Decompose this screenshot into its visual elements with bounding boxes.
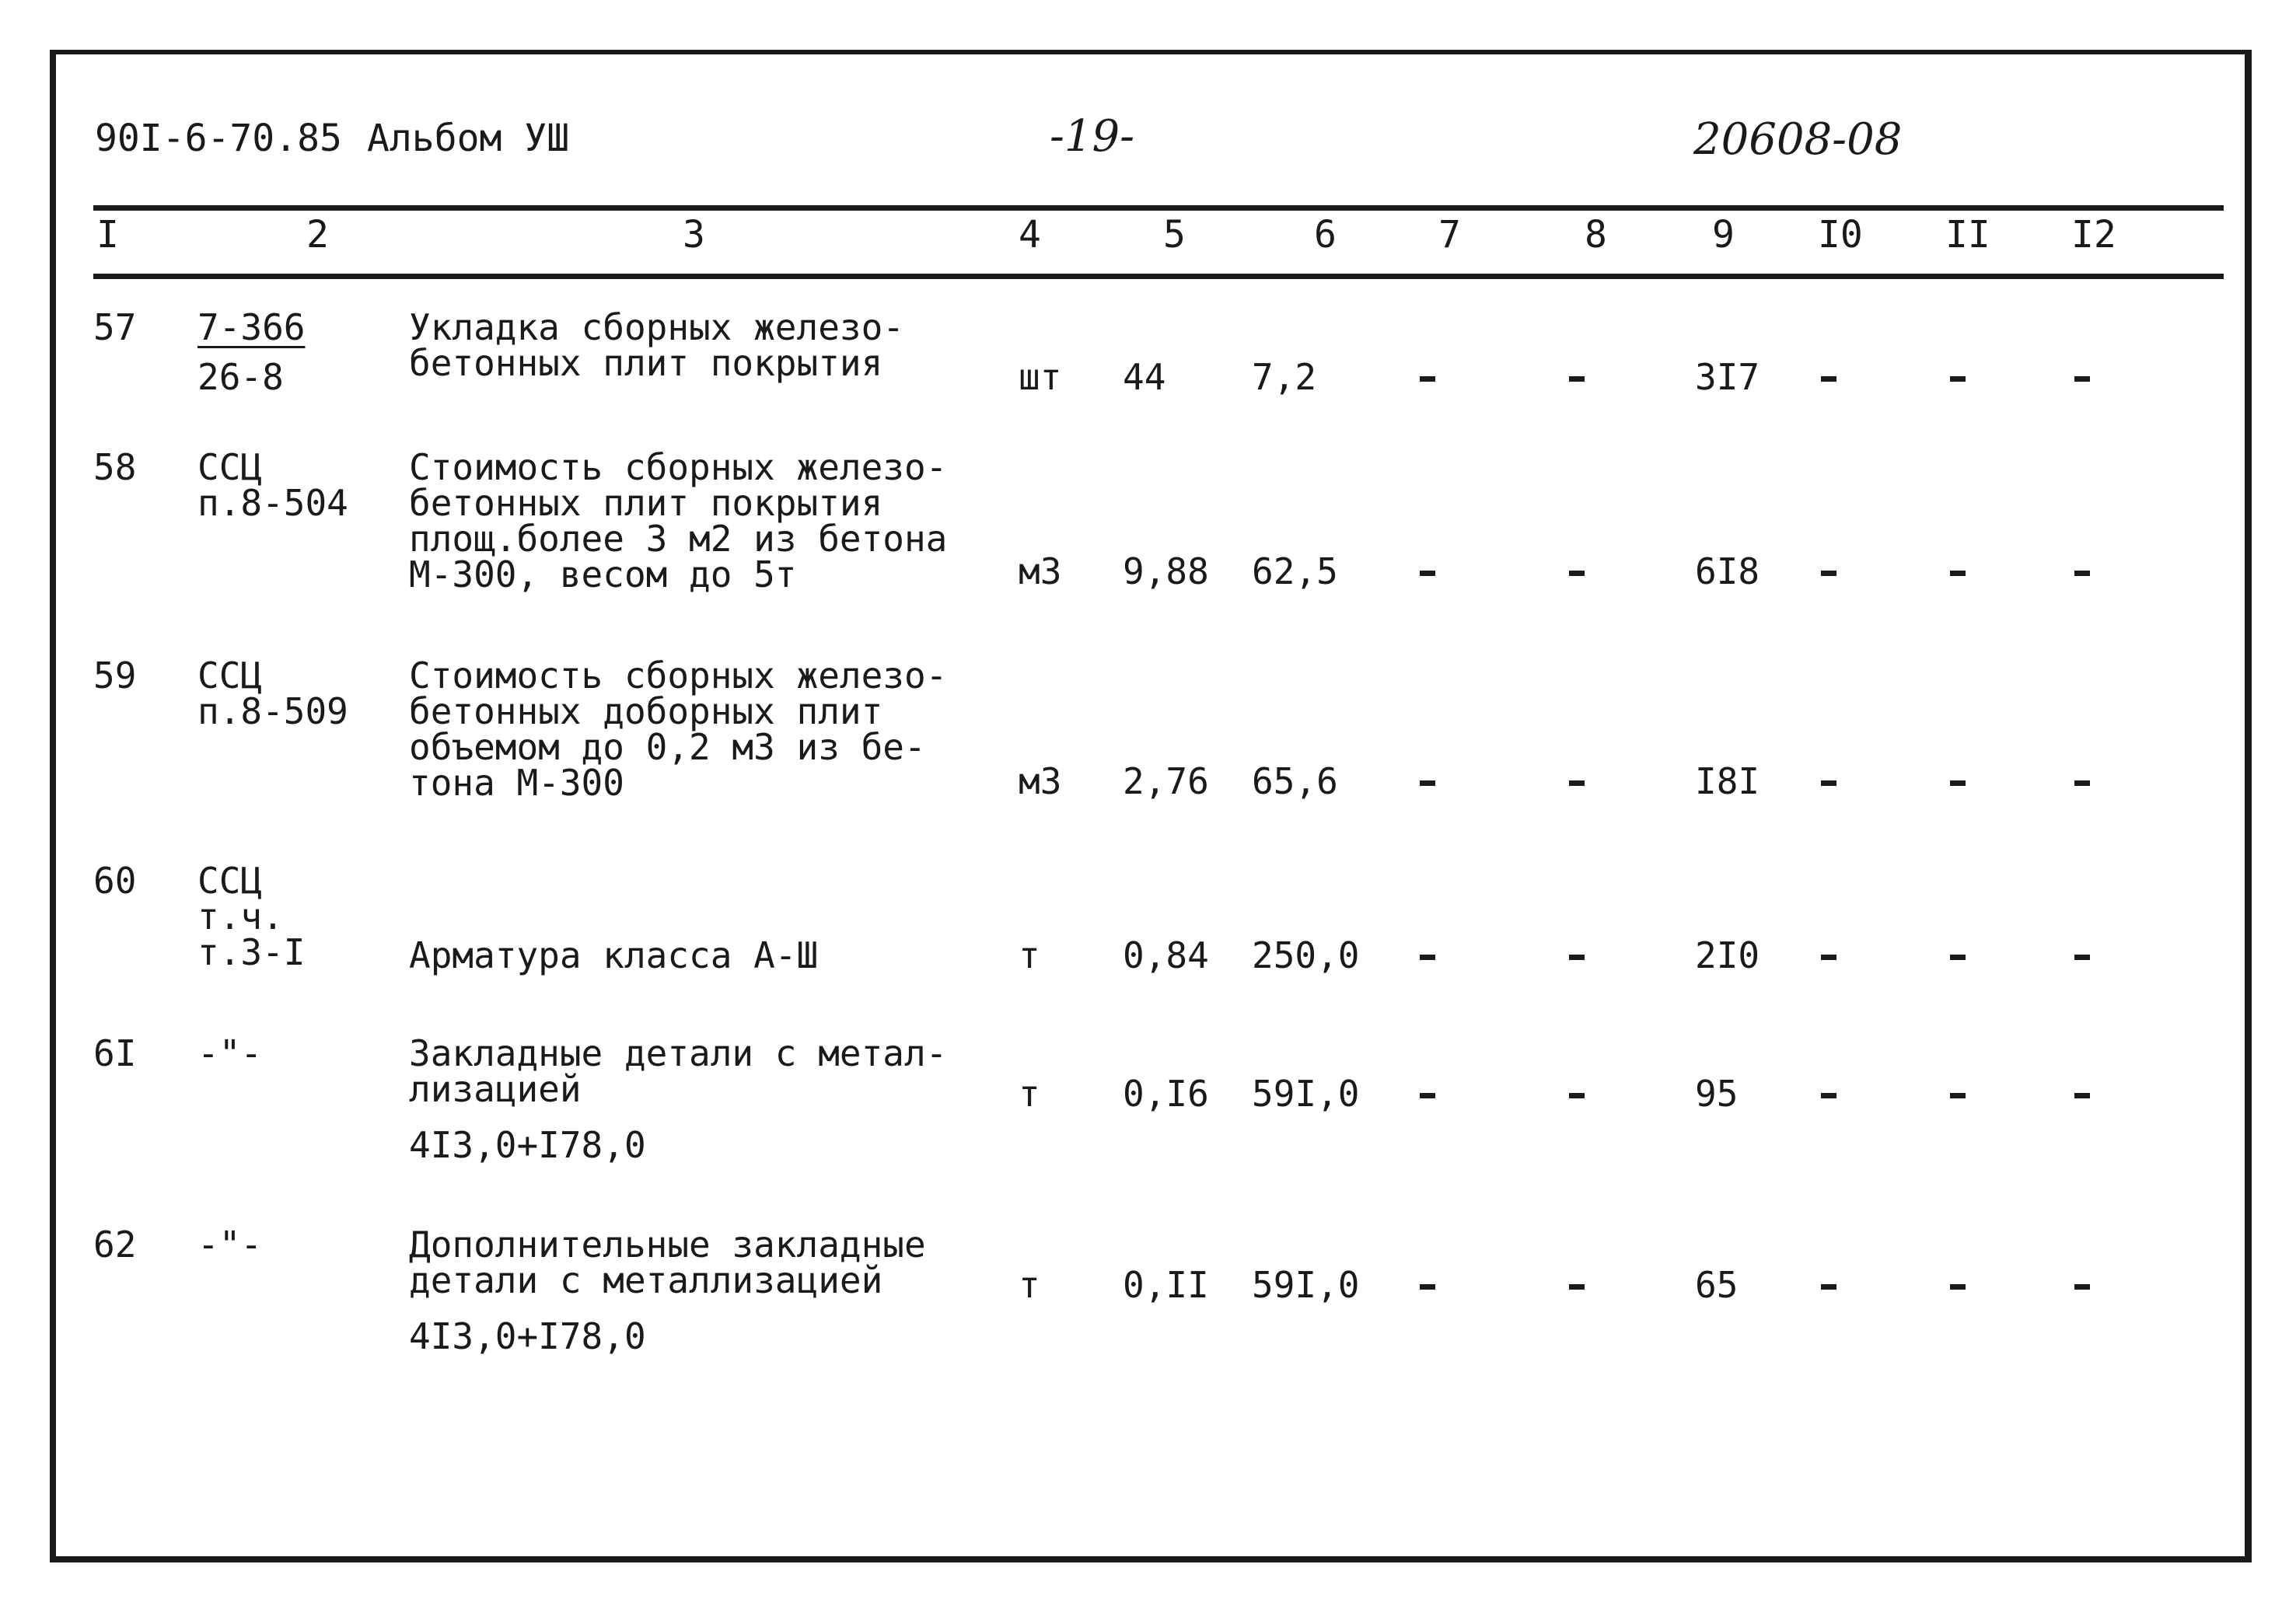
column-heading-4: 4 (1019, 213, 1041, 257)
empty-value-dash (1821, 571, 1836, 576)
row-number: 6I (93, 1032, 137, 1074)
work-description: бетонных плит покрытия (409, 482, 883, 524)
empty-value-dash (2074, 1284, 2090, 1290)
empty-value-dash (1569, 1284, 1585, 1290)
quantity: 0,II (1123, 1264, 1209, 1306)
empty-value-dash (1569, 780, 1585, 786)
quantity: 0,I6 (1123, 1073, 1209, 1115)
work-description: Арматура класса А-Ш (409, 934, 819, 976)
column-heading-9: 9 (1712, 213, 1735, 257)
total-cost: 65 (1695, 1264, 1739, 1306)
column-heading-10: I0 (1818, 213, 1863, 257)
empty-value-dash (1821, 1093, 1836, 1098)
column-heading-1: I (96, 213, 119, 257)
rate-reference: 26-8 (197, 356, 284, 398)
rate-reference: т.ч. (197, 896, 284, 937)
empty-value-dash (2074, 376, 2090, 382)
unit-of-measure: т (1019, 1073, 1040, 1115)
row-number: 58 (93, 446, 137, 488)
unit-price: 65,6 (1252, 760, 1338, 802)
rate-reference: ССЦ (197, 860, 263, 902)
empty-value-dash (2074, 955, 2090, 960)
empty-value-dash (1420, 780, 1435, 786)
work-description: детали с металлизацией (409, 1259, 883, 1301)
empty-value-dash (1821, 376, 1836, 382)
empty-value-dash (1950, 376, 1966, 382)
row-number: 62 (93, 1224, 137, 1266)
page-number: -19- (1050, 111, 1135, 162)
rate-reference: 7-366 (197, 306, 306, 348)
calculation-note: 4I3,0+I78,0 (409, 1315, 646, 1357)
rate-reference: ССЦ (197, 655, 263, 697)
unit-of-measure: т (1019, 934, 1040, 976)
quantity: 9,88 (1123, 550, 1209, 592)
empty-value-dash (1569, 955, 1585, 960)
work-description: тона М-300 (409, 762, 624, 804)
empty-value-dash (1569, 1093, 1585, 1098)
total-cost: 6I8 (1695, 550, 1760, 592)
empty-value-dash (2074, 571, 2090, 576)
header-rule-bottom (93, 274, 2224, 279)
empty-value-dash (2074, 780, 2090, 786)
unit-price: 250,0 (1252, 934, 1360, 976)
quantity: 2,76 (1123, 760, 1209, 802)
unit-price: 7,2 (1252, 356, 1317, 398)
unit-price: 59I,0 (1252, 1264, 1360, 1306)
work-description: объемом до 0,2 м3 из бе- (409, 726, 926, 768)
empty-value-dash (1420, 376, 1435, 382)
total-cost: 95 (1695, 1073, 1739, 1115)
rate-reference: -"- (197, 1032, 263, 1074)
work-description: Стоимость сборных железо- (409, 655, 948, 697)
calculation-note: 4I3,0+I78,0 (409, 1124, 646, 1166)
rate-reference: п.8-504 (197, 482, 348, 524)
quantity: 0,84 (1123, 934, 1209, 976)
work-description: лизацией (409, 1068, 582, 1110)
unit-of-measure: шт (1019, 356, 1062, 398)
work-description: Укладка сборных железо- (409, 306, 904, 348)
column-heading-5: 5 (1163, 213, 1186, 257)
empty-value-dash (1821, 1284, 1836, 1290)
empty-value-dash (1821, 955, 1836, 960)
empty-value-dash (1420, 1284, 1435, 1290)
empty-value-dash (1569, 376, 1585, 382)
work-description: М-300, весом до 5т (409, 553, 797, 595)
unit-of-measure: м3 (1019, 760, 1062, 802)
rate-reference: т.3-I (197, 931, 306, 973)
header-rule-top (93, 205, 2224, 211)
empty-value-dash (1950, 1284, 1966, 1290)
column-heading-12: I2 (2071, 213, 2116, 257)
empty-value-dash (1569, 571, 1585, 576)
empty-value-dash (1950, 1093, 1966, 1098)
unit-price: 59I,0 (1252, 1073, 1360, 1115)
work-description: Стоимость сборных железо- (409, 446, 948, 488)
column-heading-7: 7 (1438, 213, 1461, 257)
column-heading-2: 2 (306, 213, 329, 257)
column-heading-6: 6 (1314, 213, 1337, 257)
unit-of-measure: м3 (1019, 550, 1062, 592)
work-description: Дополнительные закладные (409, 1224, 926, 1266)
rate-reference: -"- (197, 1224, 263, 1266)
row-number: 60 (93, 860, 137, 902)
total-cost: I8I (1695, 760, 1760, 802)
quantity: 44 (1123, 356, 1166, 398)
row-number: 59 (93, 655, 137, 697)
work-description: бетонных доборных плит (409, 690, 883, 732)
unit-of-measure: т (1019, 1264, 1040, 1306)
row-number: 57 (93, 306, 137, 348)
empty-value-dash (1420, 1093, 1435, 1098)
unit-price: 62,5 (1252, 550, 1338, 592)
work-description: Закладные детали с метал- (409, 1032, 948, 1074)
total-cost: 2I0 (1695, 934, 1760, 976)
column-heading-8: 8 (1585, 213, 1607, 257)
empty-value-dash (1950, 571, 1966, 576)
column-heading-3: 3 (683, 213, 705, 257)
empty-value-dash (1420, 955, 1435, 960)
work-description: площ.более 3 м2 из бетона (409, 518, 948, 560)
empty-value-dash (2074, 1093, 2090, 1098)
empty-value-dash (1950, 780, 1966, 786)
rate-reference: п.8-509 (197, 690, 348, 732)
rate-reference: ССЦ (197, 446, 263, 488)
document-number: 20608-08 (1693, 114, 1903, 165)
album-label: Альбом УШ (367, 117, 570, 160)
work-description: бетонных плит покрытия (409, 342, 883, 384)
total-cost: 3I7 (1695, 356, 1760, 398)
column-heading-11: II (1945, 213, 1990, 257)
document-code: 90I-6-70.85 (95, 117, 342, 160)
empty-value-dash (1420, 571, 1435, 576)
empty-value-dash (1821, 780, 1836, 786)
empty-value-dash (1950, 955, 1966, 960)
